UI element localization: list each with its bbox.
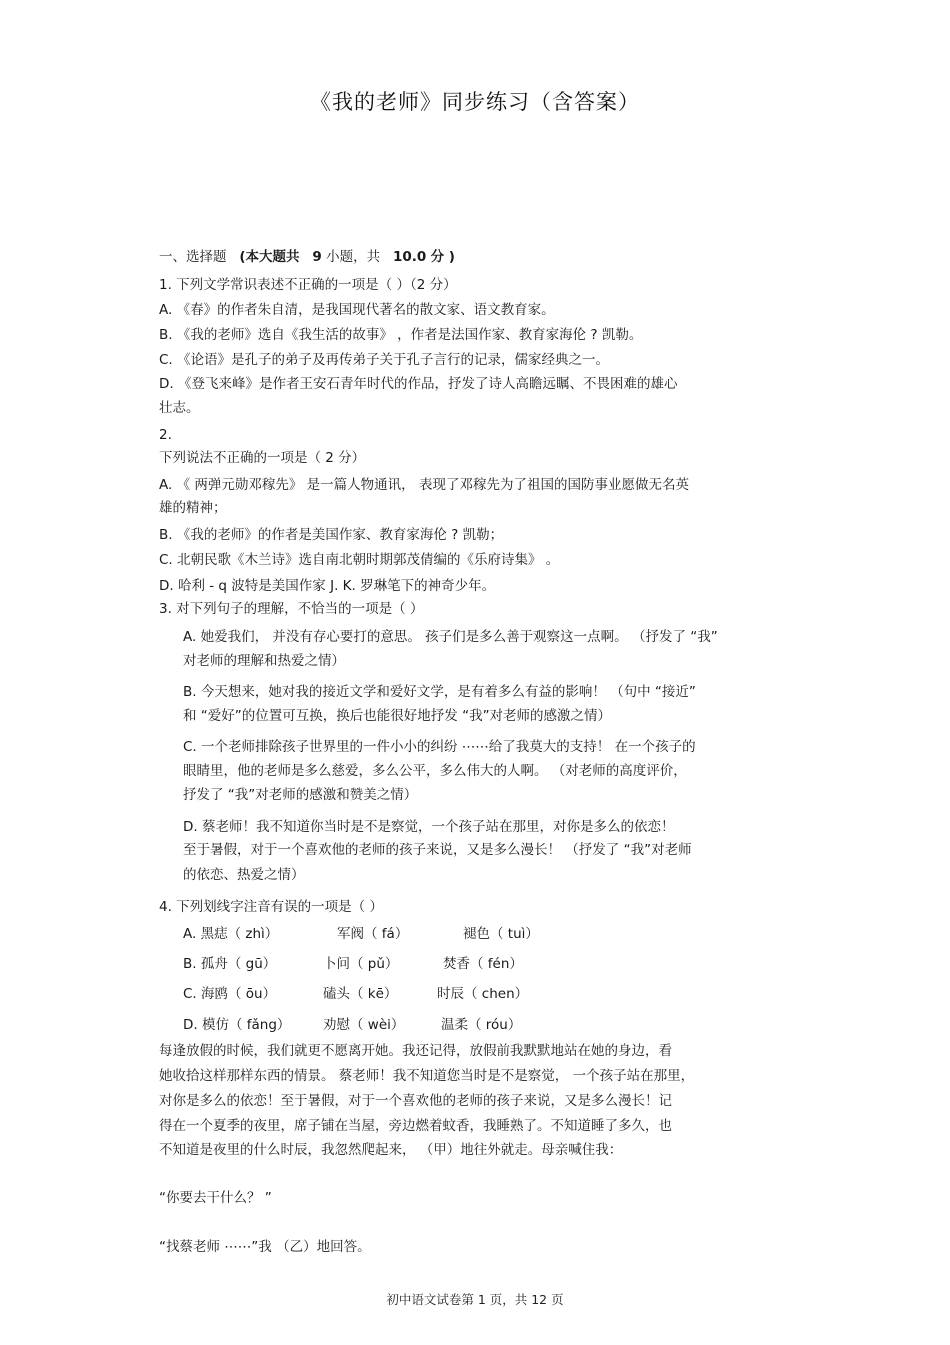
passage-line: 不知道是夜里的什么时辰，我忽然爬起来， （甲）地往外就走。母亲喊住我：: [159, 1142, 623, 1158]
q4-item: 焚香（ fén）: [443, 956, 523, 972]
q4-item: B. 孤舟（ gū）: [183, 956, 277, 972]
section-info-c: 分 ): [430, 249, 455, 265]
q3-option-d: D. 蔡老师！我不知道你当时是不是察觉，一个孩子站在那里，对你是多么的依恋！: [183, 819, 675, 835]
q4-item: C. 海鸥（ ōu）: [183, 986, 277, 1002]
passage-line: 得在一个夏季的夜里，席子铺在当屋，旁边燃着蚊香，我睡熟了。不知道睡了多久，也: [159, 1118, 672, 1134]
q3-option-b-cont: 和 “爱好”的位置可互换，换后也能很好地抒发 “我”对老师的感激之情）: [183, 708, 612, 724]
q4-option-row: [183, 1016, 522, 1034]
q4-item: 磕头（ kē）: [323, 986, 398, 1002]
q2-number: 2.: [159, 427, 172, 443]
q3-option-d-cont1: 至于暑假，对于一个喜欢他的老师的孩子来说，又是多么漫长！ （抒发了 “我”对老师: [183, 842, 692, 858]
q4-stem: 4. 下列划线字注音有误的一项是（ ）: [159, 899, 383, 915]
q4-option-row: [183, 925, 539, 943]
q4-item: 劝慰（ wèi）: [323, 1017, 405, 1033]
q1-option-a: A. 《春》的作者朱自清，是我国现代著名的散文家、语文教育家。: [159, 302, 555, 318]
q2-stem: 下列说法不正确的一项是（ 2 分）: [159, 450, 366, 466]
q2-option-c: C. 北朝民歌《木兰诗》选自南北朝时期郭茂倩编的《乐府诗集》 。: [159, 552, 560, 568]
q1-option-d-cont: 壮志。: [159, 400, 200, 416]
q2-option-d: D. 哈利 - q 波特是美国作家 J. K. 罗琳笔下的神奇少年。: [159, 578, 496, 594]
q1-option-c: C. 《论语》是孔子的弟子及再传弟子关于孔子言行的记录，儒家经典之一。: [159, 352, 610, 368]
section-info-b: 小题，共: [326, 249, 381, 265]
passage-line: “你要去干什么？ ”: [159, 1190, 272, 1206]
page-title: 《我的老师》同步练习（含答案）: [310, 90, 640, 114]
passage-line: 她收拾这样那样东西的情景。 蔡老师！我不知道您当时是不是察觉， 一个孩子站在那里，: [159, 1068, 695, 1084]
section-prefix: 一、选择题: [159, 249, 227, 265]
passage-line: 对你是多么的依恋！至于暑假，对于一个喜欢他的老师的孩子来说，又是多么漫长！记: [159, 1093, 672, 1109]
q3-option-a-cont: 对老师的理解和热爱之情）: [183, 653, 345, 669]
q4-option-row: [183, 955, 523, 973]
q2-option-b: B. 《我的老师》的作者是美国作家、教育家海伦 ? 凯勒；: [159, 527, 504, 543]
q3-option-c: C. 一个老师排除孩子世界里的一件小小的纠纷 ⋯⋯给了我莫大的支持！ 在一个孩子的: [183, 739, 696, 755]
section-score: 10.0: [393, 249, 427, 265]
q4-item: 卜问（ pǔ）: [323, 956, 399, 972]
q3-stem: 3. 对下列句子的理解，不恰当的一项是（ ）: [159, 601, 424, 617]
q2-option-a-cont: 雄的精神；: [159, 500, 227, 516]
q1-stem: 1. 下列文学常识表述不正确的一项是（ ）（2 分）: [159, 277, 457, 293]
q3-option-b: B. 今天想来，她对我的接近文学和爱好文学，是有着多么有益的影响！ （句中 “接近”: [183, 684, 696, 700]
q1-option-b: B. 《我的老师》选自《我生活的故事》 ，作者是法国作家、教育家海伦 ? 凯勒。: [159, 327, 643, 343]
page-footer: 初中语文试卷第 1 页，共 12 页: [386, 1292, 564, 1307]
q4-option-row: [183, 985, 529, 1003]
q3-option-a: A. 她爱我们， 并没有存心要打的意思。 孩子们是多么善于观察这一点啊。 （抒发了 “我”: [183, 629, 718, 645]
section-count: 9: [312, 249, 322, 265]
section-info-a: (本大题共: [239, 249, 300, 265]
q1-option-d: D. 《登飞来峰》是作者王安石青年时代的作品，抒发了诗人高瞻远瞩、不畏困难的雄心: [159, 376, 678, 392]
q2-option-a: A. 《 两弹元勋邓稼先》 是一篇人物通讯， 表现了邓稼先为了祖国的国防事业愿做无名英: [159, 477, 689, 493]
q4-item: 褪色（ tuì）: [463, 926, 539, 942]
q3-option-d-cont2: 的依恋、热爱之情）: [183, 867, 305, 883]
passage-line: 每逢放假的时候，我们就更不愿离开她。我还记得，放假前我默默地站在她的身边，看: [159, 1043, 672, 1059]
q4-item: 时辰（ chen）: [437, 986, 529, 1002]
passage-line: “找蔡老师 ⋯⋯”我 （乙）地回答。: [159, 1239, 371, 1255]
q4-item: A. 黑痣（ zhì）: [183, 926, 279, 942]
q3-option-c-cont2: 抒发了 “我”对老师的感激和赞美之情）: [183, 787, 418, 803]
q4-item: D. 模仿（ fǎng）: [183, 1017, 291, 1033]
q4-item: 军阀（ fá）: [337, 926, 409, 942]
q3-option-c-cont1: 眼睛里，他的老师是多么慈爱，多么公平，多么伟大的人啊。 （对老师的高度评价，: [183, 763, 687, 779]
q4-item: 温柔（ róu）: [441, 1017, 522, 1033]
section-heading: [159, 248, 455, 266]
